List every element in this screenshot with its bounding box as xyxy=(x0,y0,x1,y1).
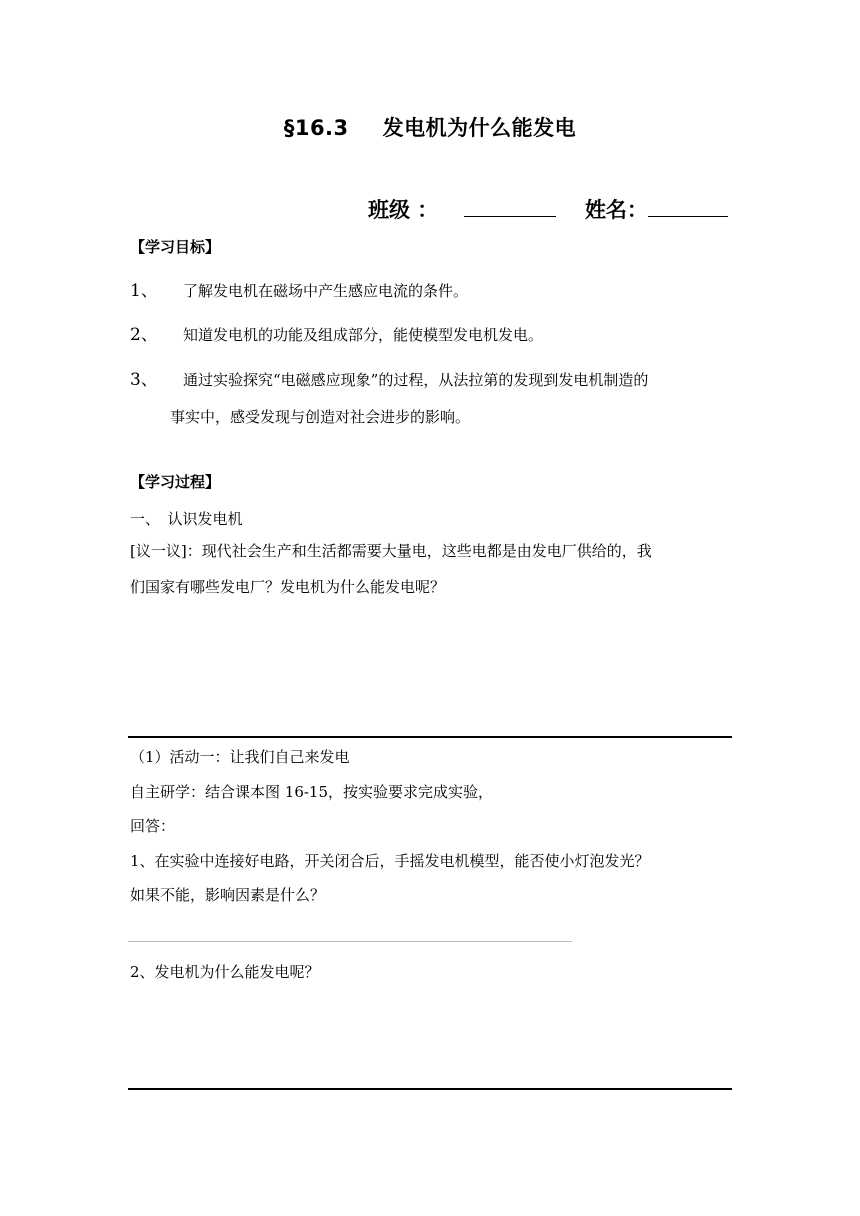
question-1-line-2: 如果不能，影响因素是什么？ xyxy=(130,886,326,904)
objective-2-text: 知道发电机的功能及组成部分，能使模型发电机发电。 xyxy=(183,326,544,344)
objective-1-text: 了解发电机在磁场中产生感应电流的条件。 xyxy=(183,282,469,300)
objective-3-text: 通过实验探究“电磁感应现象”的过程，从法拉第的发现到发电机制造的 xyxy=(183,371,649,389)
section-number: §16.3 xyxy=(283,116,349,140)
activity-title: （1）活动一：让我们自己来发电 xyxy=(130,748,350,766)
objectives-heading: 【学习目标】 xyxy=(130,238,221,256)
answer-line[interactable] xyxy=(128,941,572,942)
title-text: 发电机为什么能发电 xyxy=(382,116,577,140)
question-1-line-1: 1、在实验中连接好电路，开关闭合后，手摇发电机模型，能否使小灯泡发光？ xyxy=(130,852,650,870)
objective-1-number: 1、 xyxy=(130,281,158,301)
process-heading: 【学习过程】 xyxy=(130,473,221,491)
bottom-rule xyxy=(128,1088,732,1090)
discussion-line-2: 们国家有哪些发电厂？发电机为什么能发电呢？ xyxy=(130,578,446,596)
class-label: 班级 ： xyxy=(368,198,439,222)
part-one-title: 一、 认识发电机 xyxy=(130,510,243,528)
discussion-line-1: [议一议]：现代社会生产和生活都需要大量电，这些电都是由发电厂供给的，我 xyxy=(130,542,652,560)
answer-label: 回答： xyxy=(130,817,176,835)
objective-2-number: 2、 xyxy=(130,325,158,345)
divider-rule xyxy=(128,736,732,738)
name-blank[interactable] xyxy=(648,196,728,217)
question-2: 2、发电机为什么能发电呢？ xyxy=(130,963,320,981)
name-label: 姓名： xyxy=(584,198,648,222)
self-study-text: 自主研学：结合课本图 16-15，按实验要求完成实验， xyxy=(130,783,494,801)
class-blank[interactable] xyxy=(464,196,556,217)
objective-3-text-cont: 事实中，感受发现与创造对社会进步的影响。 xyxy=(170,408,471,426)
class-name-line xyxy=(368,194,728,224)
page-title xyxy=(0,112,860,142)
objective-3-number: 3、 xyxy=(130,370,158,390)
